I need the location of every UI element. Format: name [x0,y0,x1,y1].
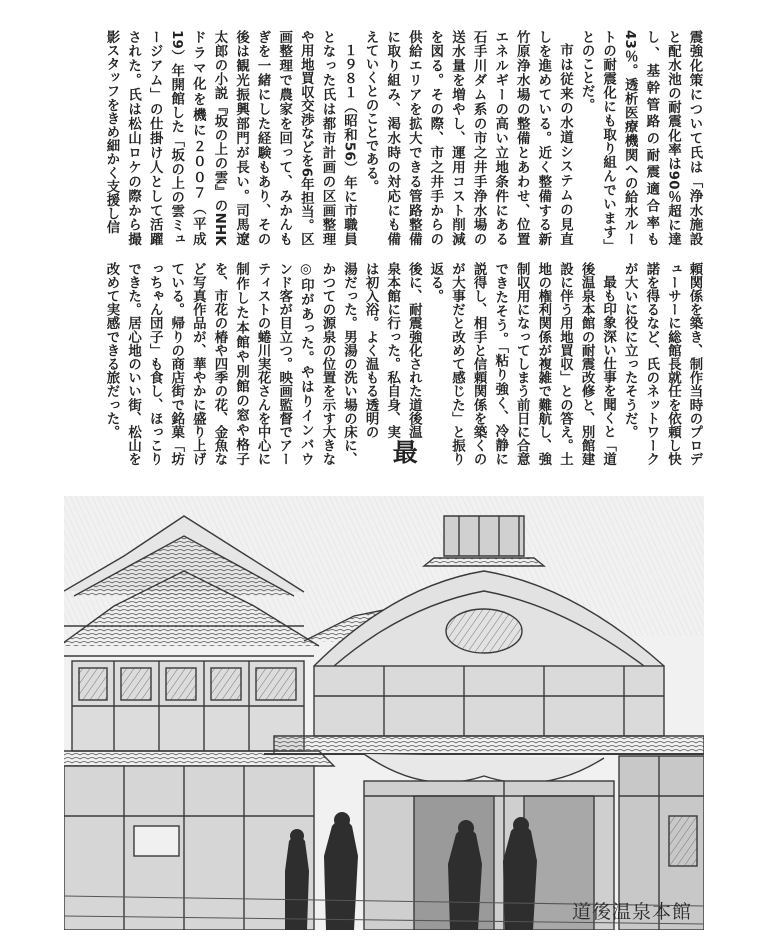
drop-cap: 最 [389,438,419,464]
paragraph-memorable-work: 最も印象深い仕事を聞くと「道後温泉本館の耐震改修と、別館建設に伴う用地買収」との答え。土地の権利関係が複雑で難航し、強制収用になってしまう前日に合意できたそう。「粘り強く、冷静に説得し、相手と信頼関係を築くのが大事だと改めて感じた」と振り返る。 [427,262,616,466]
paragraph-water-system: 市は従来の水道システムの見直しを進めている。近く整備する新竹原浄水場の整備とあわせ、位置エネルギーの高い立地条件にある石手川ダム系の市之井手浄水場の送水量を増やし、運用コスト削減を図る。その際、市之井手からの供給エリアを拡大できる管路整備に取り組み、渇水時の対応にも備えていくとのことである。 [363,30,573,246]
pencil-sketch-building-icon [64,496,704,930]
paragraph-career: １９８１（昭和56）年に市職員となった氏は都市計画の区画整理や用地買収交渉などを6年担当。区画整理で農家を回って、みかんもぎを一緒にした経験もあり、その後は観光振興部門が長い。司馬遼太郎の小説『坂の上の雲』のNHKドラマ化を機に２００７（平成19）年開館した「坂の上の雲ミュージアム」の仕掛け人として活躍された。氏は松山ロケの際から撮影スタッフをきめ細かく支援し信 [103,30,357,246]
article-upper-text [50,30,705,246]
illustration-caption: 道後温泉本館 [571,901,692,923]
final-paragraph-text: 後に、耐震強化された道後温泉本館に行った。私自身、実は初入浴。よく温もる透明の湯だった。男湯の洗い場の床に、かつての源泉の位置を示す大きな◎印があった。やはりインバウンド客が目立つ。映画監督でアーティストの蜷川実花さんを中心に制作した本館や別館の窓や格子を、市花の椿や四季の花、金魚など写真作品が、華やかに盛り上げている。帰りの商店街で銘菓「坊っちゃん団子」も食し、ほっこりできた。居心地のいい街、松山を改めて実感できる旅だった。 [103,262,422,466]
article-lower-text [50,262,705,466]
paragraph-final [100,262,424,466]
paragraph-trust: 頼関係を築き、制作当時のプロデューサーに総館長就任を依頼し快諾を得るなど、氏のネットワークが大いに役に立ったそうだ。 [622,262,702,466]
paragraph-seismic-measures: 震強化策について氏は「浄水施設と配水池の耐震化率は90％超に達し、基幹管路の耐震適合率も43％。透析医療機関への給水ルートの耐震化にも取り組んでいます」とのことだ。 [579,30,702,246]
dogo-onsen-illustration [64,496,704,930]
